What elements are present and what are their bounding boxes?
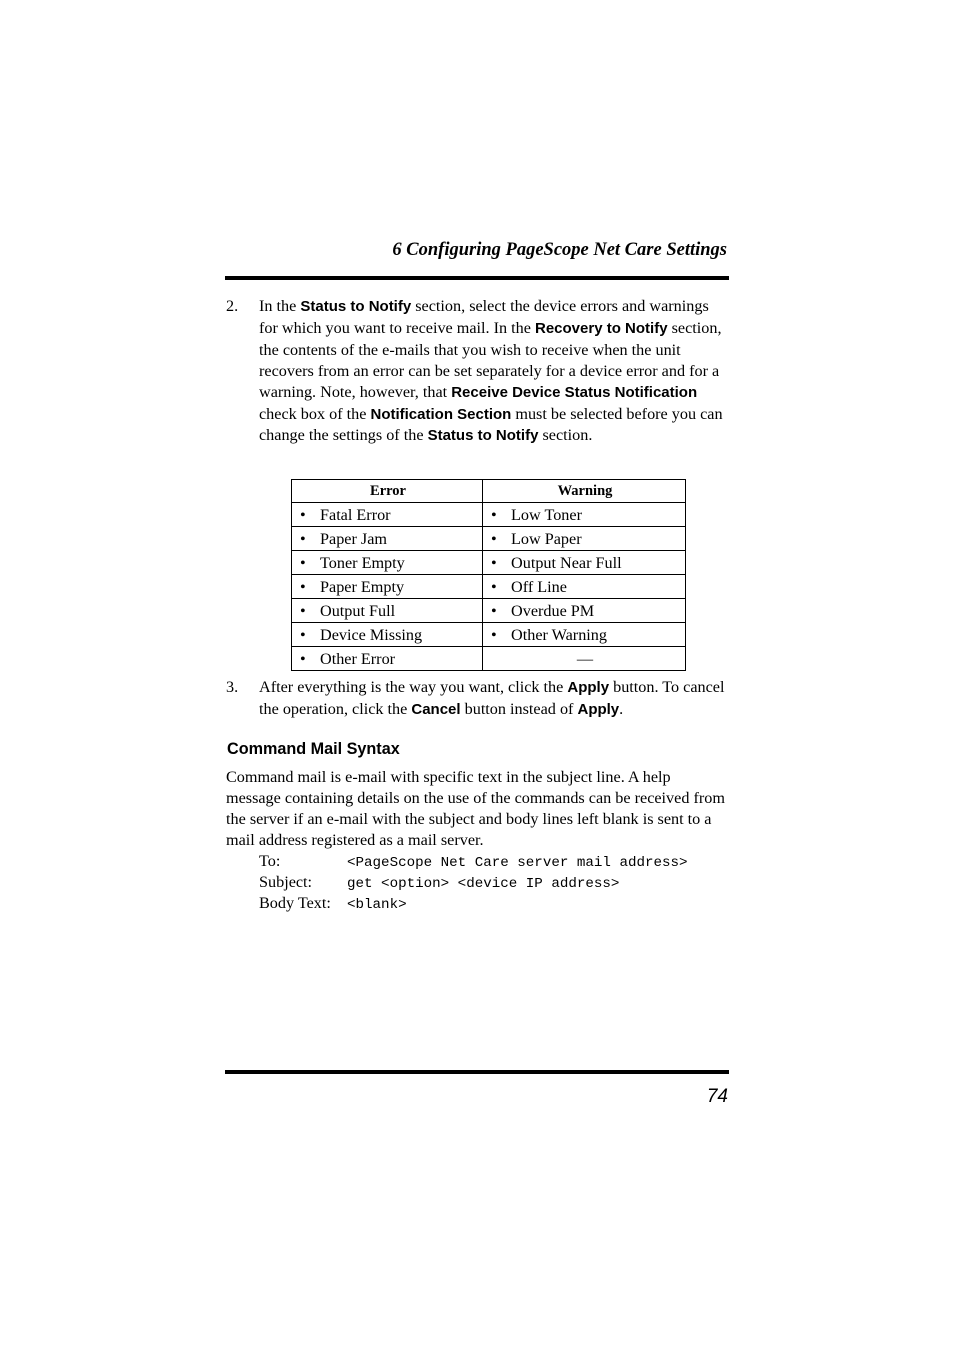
table-cell [292,647,483,671]
table-cell [483,503,686,527]
bullet-icon: • [491,577,497,596]
step-2 [226,296,729,447]
mail-row-to [259,851,688,874]
cell-text: Output Near Full [511,553,622,572]
step-number: 2. [226,297,239,315]
cell-text: Other Error [320,649,396,668]
bullet-icon: • [491,529,497,548]
ui-term: Apply [577,700,620,718]
bullet-icon: • [300,577,306,596]
footer-rule [225,1070,729,1074]
running-header: 6 Configuring PageScope Net Care Settings [392,240,727,260]
table-cell-empty: — [483,647,686,671]
step-text [259,296,729,447]
ui-term: Apply [567,679,610,696]
cell-text: Device Missing [320,625,423,644]
table-row [292,599,686,623]
bullet-icon: • [300,601,306,620]
ui-term: Notification Section [370,405,512,423]
table-cell [292,623,483,647]
page-number: 74 [706,1086,728,1107]
step-3 [226,677,729,721]
table-header-row [292,480,686,503]
cell-text: Other Warning [511,625,607,644]
table-cell [292,503,483,527]
column-header-error: Error [292,480,483,503]
bullet-icon: • [300,553,306,572]
bullet-icon: • [491,553,497,572]
table-row [292,527,686,551]
mail-row-body [259,893,407,916]
cell-text: Paper Jam [320,529,387,548]
bullet-icon: • [491,625,497,644]
text-run: In the [259,297,301,315]
ui-term: Cancel [411,700,461,718]
mail-label: To: [259,852,281,870]
table-row [292,575,686,599]
mail-value: <PageScope Net Care server mail address> [347,855,688,871]
mail-label: Body Text: [259,894,331,912]
bullet-icon: • [300,505,306,524]
table-cell [483,623,686,647]
table-cell [483,551,686,575]
section-heading: Command Mail Syntax [227,740,400,758]
cell-text: Paper Empty [320,577,405,596]
status-table [291,479,686,671]
bullet-icon: • [491,601,497,620]
table-cell [483,527,686,551]
table-cell [483,575,686,599]
text-run: check box of the [259,404,371,423]
table-cell [292,575,483,599]
table-cell [292,527,483,551]
bullet-icon: • [300,649,306,668]
bullet-icon: • [491,505,497,524]
text-run: section, the contents of the e-mails that you wish to receive when the unit recovers from an error can be set separately for a device error and for a warning. Note, however, that [259,318,722,401]
ui-term: Receive Device Status Notification [451,383,698,401]
table-cell [483,599,686,623]
text-run: button instead of [460,699,578,718]
ui-term: Status to Notify [300,298,412,315]
cell-text: Overdue PM [511,601,595,620]
table-cell [292,551,483,575]
text-run: button. To cancel the operation, click the [259,678,725,718]
text-run: section. [538,426,593,445]
cell-text: Toner Empty [320,553,405,572]
bullet-icon: • [300,529,306,548]
cell-text: Output Full [320,601,396,620]
cell-text: Off Line [511,577,567,596]
step-text [259,677,729,721]
bullet-icon: • [300,625,306,644]
cell-text: Low Paper [511,529,582,548]
mail-value: get <option> <device IP address> [347,876,620,892]
text-run: . [619,699,624,718]
table-row [292,647,686,671]
mail-row-subject [259,872,619,895]
ui-term: Status to Notify [427,427,539,445]
ui-term: Recovery to Notify [535,319,668,337]
cell-text: Low Toner [511,505,582,524]
cell-text: Fatal Error [320,505,391,524]
table-cell [292,599,483,623]
step-number: 3. [226,678,239,696]
section-intro: Command mail is e-mail with specific text in the subject line. A help message containing details on the use of the commands can be received from the server if an e-mail with the subject and body lines left blank is sent to a mail address registered as a mail server. [226,768,725,849]
table-row [292,551,686,575]
text-run: After everything is the way you want, click the [259,678,568,696]
column-header-warning: Warning [483,480,686,503]
mail-label: Subject: [259,873,313,891]
table-row [292,503,686,527]
text-run: must be selected before you can change the settings of the [259,404,723,445]
text-run: section, select the device errors and warnings for which you want to receive mail. In the [259,297,709,337]
table-row [292,623,686,647]
mail-value: <blank> [347,897,407,913]
header-rule [225,276,729,280]
